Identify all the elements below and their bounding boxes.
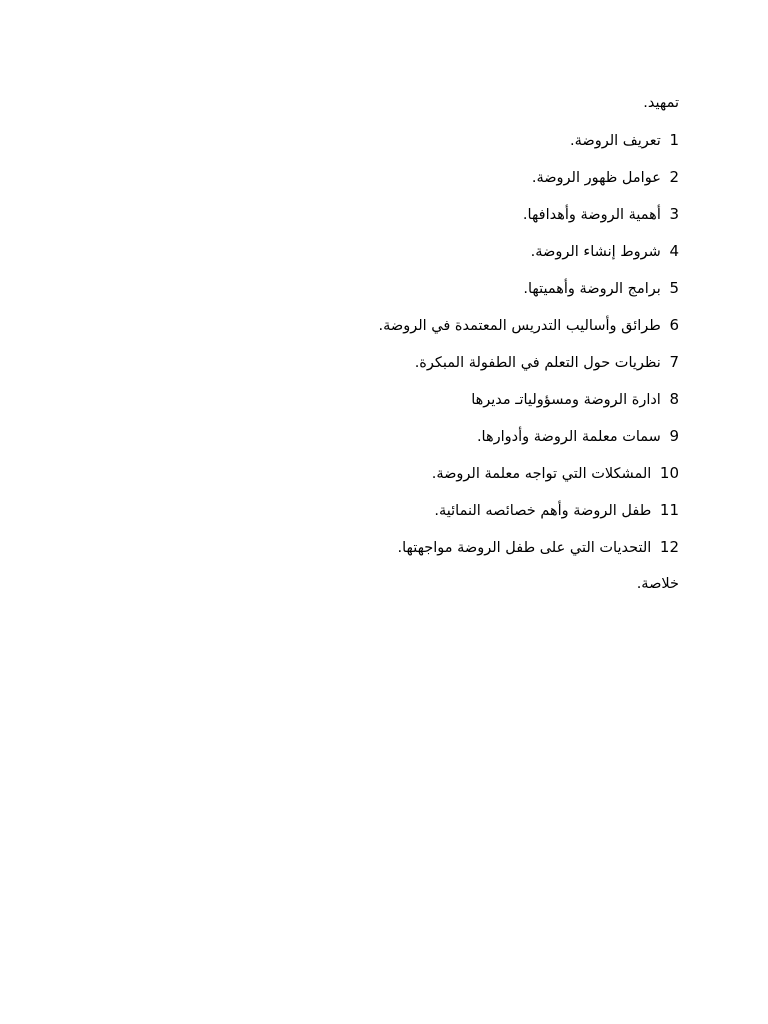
item-number: 11 — [659, 501, 679, 519]
item-number: 8 — [669, 390, 679, 408]
item-text: أهمية الروضة وأهدافها. — [522, 207, 661, 223]
list-item — [259, 536, 679, 573]
list-item — [259, 314, 679, 351]
item-number: 6 — [669, 316, 679, 334]
list-item — [259, 129, 679, 166]
list-item — [259, 351, 679, 388]
item-text: تعريف الروضة. — [570, 133, 661, 149]
item-text: سمات معلمة الروضة وأدوارها. — [476, 429, 661, 445]
list-item — [259, 499, 679, 536]
list-item — [259, 166, 679, 203]
intro-line — [259, 92, 679, 129]
item-number: 12 — [659, 538, 679, 556]
item-text: برامج الروضة وأهميتها. — [523, 281, 661, 297]
list-item — [259, 388, 679, 425]
list-item — [259, 425, 679, 462]
list-item — [259, 203, 679, 240]
item-number: 7 — [669, 353, 679, 371]
conclusion-text: خلاصة. — [636, 576, 679, 592]
item-text: ادارة الروضة ومسؤولياتـ مديرها — [471, 392, 661, 408]
item-number: 10 — [659, 464, 679, 482]
intro-text: تمهيد. — [643, 95, 679, 111]
item-number: 4 — [669, 242, 679, 260]
item-text: نظريات حول التعلم في الطفولة المبكرة. — [414, 355, 661, 371]
item-text: التحديات التي على طفل الروضة مواجهتها. — [397, 540, 652, 556]
item-text: عوامل ظهور الروضة. — [531, 170, 661, 186]
item-number: 2 — [669, 168, 679, 186]
list-item — [259, 240, 679, 277]
item-text: طفل الروضة وأهم خصائصه النمائية. — [434, 503, 652, 519]
item-text: المشكلات التي تواجه معلمة الروضة. — [431, 466, 652, 482]
item-text: طرائق وأساليب التدريس المعتمدة في الروضة. — [378, 318, 661, 334]
item-number: 9 — [669, 427, 679, 445]
conclusion-line — [259, 573, 679, 610]
item-text: شروط إنشاء الروضة. — [530, 244, 661, 260]
item-number: 5 — [669, 279, 679, 297]
item-number: 3 — [669, 205, 679, 223]
item-number: 1 — [669, 131, 679, 149]
table-of-contents — [259, 92, 679, 610]
list-item — [259, 462, 679, 499]
list-item — [259, 277, 679, 314]
